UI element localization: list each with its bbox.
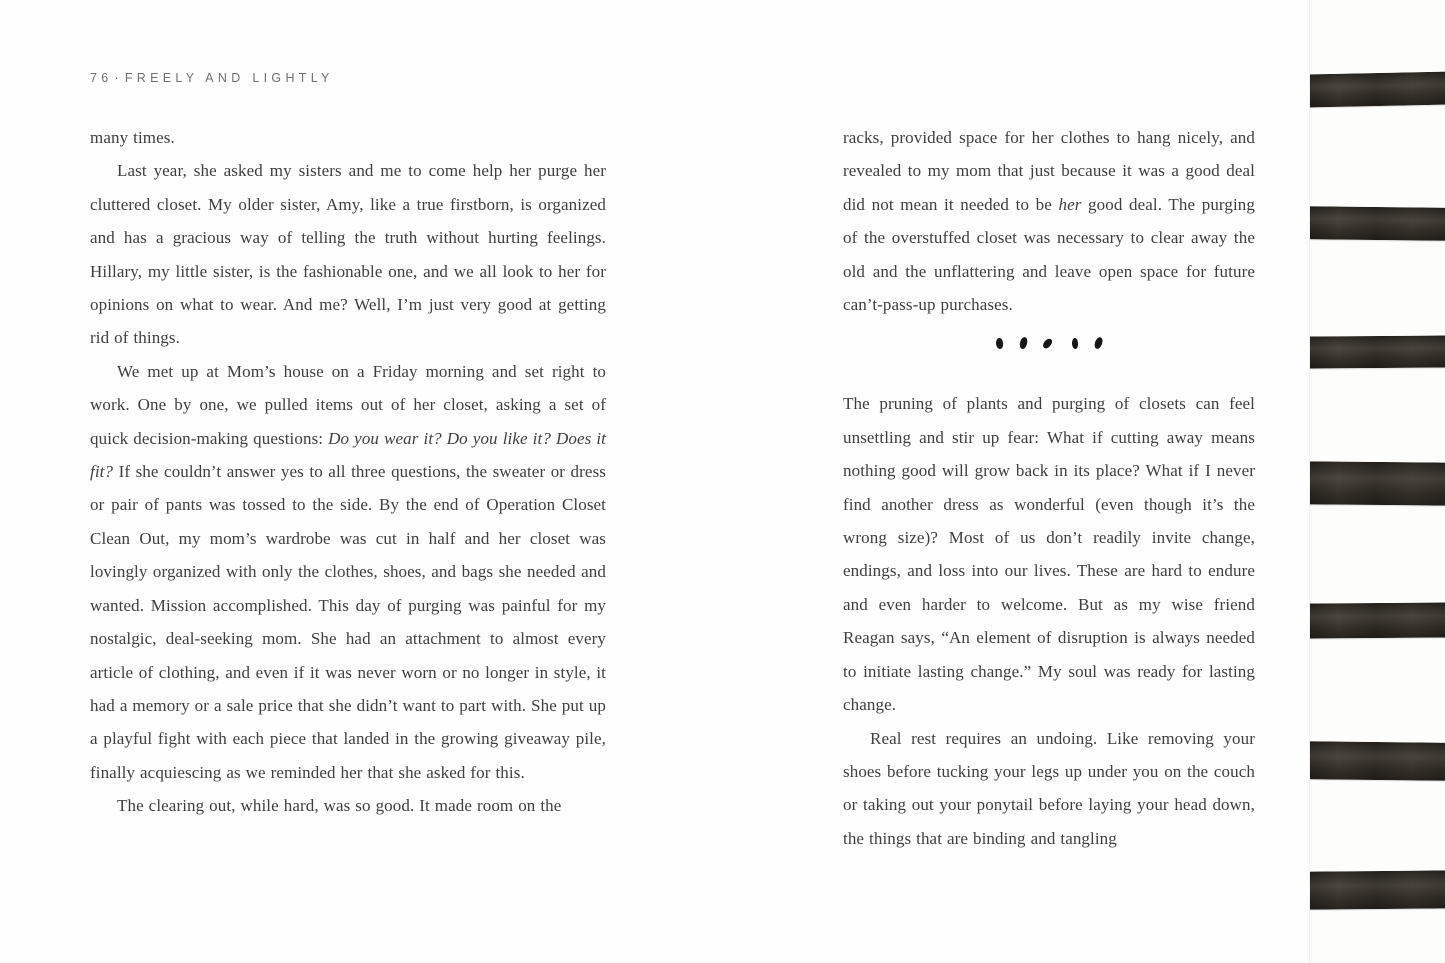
section-divider-ornament bbox=[843, 335, 1255, 351]
text-run: We met up at Mom’s house on a Friday morning and set right to work. One by one, we pulled items out of her closet, asking a set of quick decision-making questions: bbox=[90, 361, 606, 448]
ornament-dot bbox=[995, 338, 1003, 350]
brush-stripe bbox=[1309, 870, 1445, 909]
paragraph bbox=[843, 387, 1255, 721]
right-column-bottom-paragraphs bbox=[843, 387, 1255, 855]
paragraph bbox=[843, 121, 1255, 321]
running-head-separator: · bbox=[114, 70, 123, 85]
text-run: Real rest requires an undoing. Like removing your shoes before tucking your legs up under you on the couch or taking out your ponytail before laying your head down, the things that are binding and tangling bbox=[843, 728, 1255, 848]
paragraph bbox=[90, 789, 606, 822]
ornament-dot bbox=[1019, 337, 1028, 350]
text-run: The clearing out, while hard, was so good. It made room on the bbox=[117, 796, 562, 816]
brush-stripe bbox=[1309, 741, 1445, 780]
page-number: 76 bbox=[90, 70, 113, 85]
italic-text-run: Do you wear it? Do you like it? Does it fit? bbox=[90, 428, 606, 482]
brush-stripe bbox=[1309, 206, 1445, 240]
brush-stripe bbox=[1309, 336, 1445, 369]
right-column-top-paragraphs bbox=[843, 121, 1255, 321]
brush-stripe bbox=[1309, 461, 1445, 505]
ornament-dot bbox=[1094, 337, 1104, 351]
paragraph bbox=[843, 722, 1255, 856]
ornament-dot bbox=[1072, 338, 1079, 349]
right-page-text-column bbox=[843, 121, 1255, 855]
text-run: The pruning of plants and purging of closets can feel unsettling and stir up fear: What if cutting away means nothing good will grow back in its place? What if I never find another dress as wonderful (even though it’s the wrong size)? Most of us don’t readily invite change, endings, and loss into our lives. These are hard to endure and even harder to welcome. But as my wise friend Reagan says, “An element of disruption is always needed to initiate lasting change.” My soul was ready for lasting change. bbox=[843, 394, 1255, 715]
brush-stripe bbox=[1309, 603, 1445, 639]
ornament-dot bbox=[1041, 337, 1053, 350]
text-run: racks, provided space for her clothes to hang nicely, and revealed to my mom that just because it was a good deal did not mean it needed to be bbox=[843, 128, 1255, 214]
running-head bbox=[90, 70, 334, 85]
paragraph bbox=[90, 121, 606, 154]
italic-text-run: her bbox=[1058, 194, 1082, 214]
text-run: If she couldn’t answer yes to all three questions, the sweater or dress or pair of pants was tossed to the side. By the end of Operation Closet Clean Out, my mom’s wardrobe was cut in half and her closet was lovingly organized with only the clothes, shoes, and bags she needed and wanted. Mission accomplished. This day of purging was painful for my nostalgic, deal-seeking mom. She had an attachment to almost every article of clothing, and even if it was never worn or no longer in style, it had a memory or a sale price that she didn’t want to part with. She put up a playful fight with each piece that landed in the growing giveaway pile, finally acquiescing as we reminded her that she asked for this. bbox=[90, 462, 606, 782]
book-title: FREELY AND LIGHTLY bbox=[124, 70, 334, 85]
brush-stripe bbox=[1309, 72, 1445, 108]
text-run: many times. bbox=[90, 128, 175, 147]
paragraph bbox=[90, 154, 606, 354]
paragraph bbox=[90, 355, 606, 789]
text-run: Last year, she asked my sisters and me to come help her purge her cluttered closet. My older sister, Amy, like a true firstborn, is organized and has a gracious way of telling the truth without hurting feelings. Hillary, my little sister, is the fashionable one, and we all look to her for opinions on what to wear. And me? Well, I’m just very good at getting rid of things. bbox=[90, 161, 606, 348]
text-run: good deal. The purging of the overstuffed closet was necessary to clear away the old and the unflattering and leave open space for future can’t-pass-up purchases. bbox=[843, 194, 1255, 315]
left-page-text-column bbox=[90, 121, 606, 823]
brush-stroke-artwork bbox=[1309, 0, 1445, 963]
